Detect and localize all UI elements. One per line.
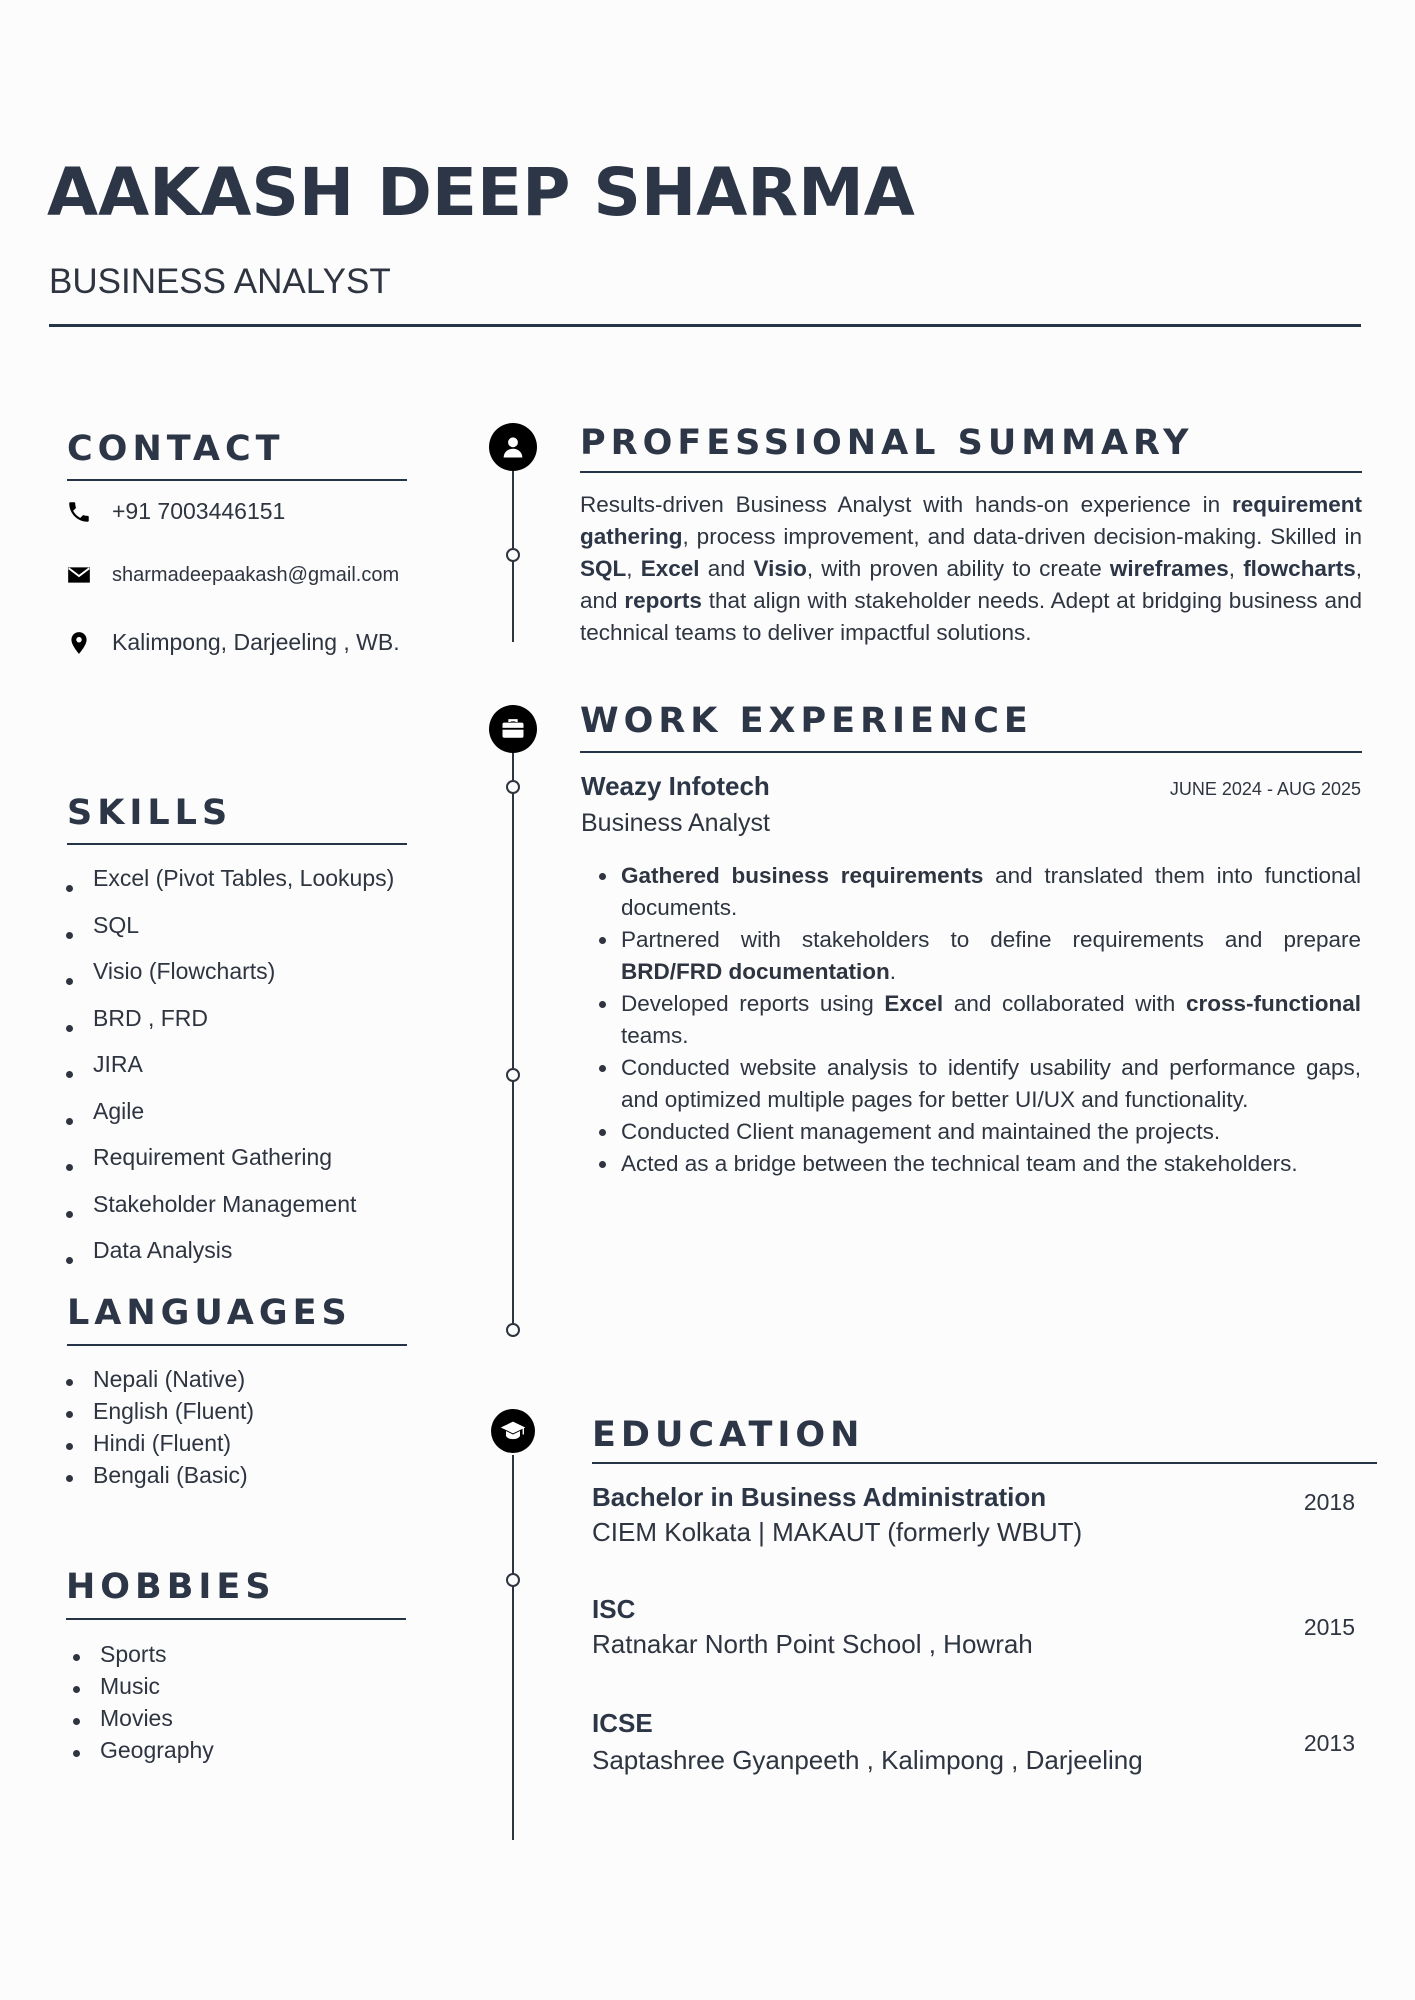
list-item: Bengali (Basic) bbox=[66, 1462, 254, 1494]
education-year: 2013 bbox=[1303, 1730, 1355, 1756]
experience-bullet: Acted as a bridge between the technical team and the stakeholders. bbox=[591, 1148, 1361, 1180]
timeline-line bbox=[512, 1455, 514, 1840]
envelope-icon bbox=[66, 562, 92, 588]
list-item: JIRA bbox=[66, 1051, 394, 1098]
languages-divider bbox=[67, 1344, 407, 1346]
experience-bullet: Partnered with stakeholders to define requirements and prepare BRD/FRD documentation. bbox=[591, 924, 1361, 988]
timeline-node bbox=[506, 1068, 520, 1082]
experience-divider bbox=[580, 751, 1362, 753]
location-text: Kalimpong, Darjeeling , WB. bbox=[112, 629, 400, 655]
list-item: Sports bbox=[73, 1641, 214, 1673]
education-degree: ICSE bbox=[592, 1708, 653, 1738]
contact-heading: CONTACT bbox=[67, 429, 285, 469]
education-degree: ISC bbox=[592, 1594, 636, 1624]
list-item: SQL bbox=[66, 912, 394, 959]
experience-bullets bbox=[591, 860, 1361, 1180]
languages-list bbox=[66, 1366, 254, 1494]
languages-heading: LANGUAGES bbox=[67, 1293, 352, 1333]
phone-number: +91 7003446151 bbox=[112, 498, 286, 524]
job-role: Business Analyst bbox=[581, 809, 770, 837]
employment-dates: JUNE 2024 - AUG 2025 bbox=[1169, 779, 1361, 799]
resume-name: AAKASH DEEP SHARMA bbox=[47, 154, 915, 231]
contact-phone[interactable] bbox=[66, 498, 285, 525]
hobbies-divider bbox=[66, 1618, 406, 1620]
contact-email[interactable] bbox=[66, 562, 399, 588]
map-pin-icon bbox=[66, 630, 92, 656]
skills-heading: SKILLS bbox=[67, 793, 233, 833]
list-item: Movies bbox=[73, 1705, 214, 1737]
list-item: Music bbox=[73, 1673, 214, 1705]
experience-bullet: Conducted website analysis to identify usability and performance gaps, and optimized multiple pages for better UI/UX and functionality. bbox=[591, 1052, 1361, 1116]
graduation-cap-icon bbox=[499, 1417, 527, 1445]
phone-icon bbox=[66, 499, 92, 525]
header-divider bbox=[49, 324, 1361, 327]
education-school: CIEM Kolkata | MAKAUT (formerly WBUT) bbox=[592, 1517, 1083, 1547]
education-year: 2015 bbox=[1303, 1614, 1355, 1640]
experience-heading: WORK EXPERIENCE bbox=[580, 701, 1033, 741]
company-name: Weazy Infotech bbox=[581, 771, 770, 801]
list-item: Geography bbox=[73, 1737, 214, 1769]
timeline-node bbox=[506, 1573, 520, 1587]
education-school: Ratnakar North Point School , Howrah bbox=[592, 1629, 1033, 1659]
job-title: BUSINESS ANALYST bbox=[49, 262, 391, 301]
contact-location bbox=[66, 629, 400, 656]
timeline-node bbox=[506, 780, 520, 794]
experience-node bbox=[489, 705, 537, 753]
timeline-node bbox=[506, 548, 520, 562]
list-item: Data Analysis bbox=[66, 1237, 394, 1284]
education-year: 2018 bbox=[1303, 1489, 1355, 1515]
education-degree: Bachelor in Business Administration bbox=[592, 1482, 1047, 1512]
education-divider bbox=[592, 1462, 1377, 1464]
skills-divider bbox=[67, 843, 407, 845]
list-item: Agile bbox=[66, 1098, 394, 1145]
list-item: Stakeholder Management bbox=[66, 1191, 394, 1238]
user-icon bbox=[499, 433, 527, 461]
list-item: Hindi (Fluent) bbox=[66, 1430, 254, 1462]
list-item: Requirement Gathering bbox=[66, 1144, 394, 1191]
hobbies-heading: HOBBIES bbox=[66, 1567, 276, 1607]
list-item: BRD , FRD bbox=[66, 1005, 394, 1052]
email-address: sharmadeepaakash@gmail.com bbox=[112, 563, 400, 586]
contact-divider bbox=[67, 479, 407, 481]
education-school: Saptashree Gyanpeeth , Kalimpong , Darjeeling bbox=[592, 1745, 1143, 1775]
summary-paragraph: Results-driven Business Analyst with hands-on experience in requirement gathering, process improvement, and data-driven decision-making. Skilled in SQL, Excel and Visio, with proven ability to create wireframes, flowcharts, and reports that align with stakeholder needs. Adept at bridging business and technical teams to deliver impactful solutions. bbox=[580, 492, 1362, 645]
list-item: Excel (Pivot Tables, Lookups) bbox=[66, 865, 394, 912]
education-heading: EDUCATION bbox=[592, 1415, 865, 1455]
briefcase-icon bbox=[499, 715, 527, 743]
timeline-node bbox=[506, 1323, 520, 1337]
experience-bullet: Gathered business requirements and translated them into functional documents. bbox=[591, 860, 1361, 924]
timeline-line bbox=[512, 752, 514, 1327]
skills-list bbox=[66, 865, 394, 1284]
summary-divider bbox=[580, 471, 1362, 473]
hobbies-list bbox=[73, 1641, 214, 1769]
education-node bbox=[491, 1409, 535, 1453]
experience-bullet: Conducted Client management and maintained the projects. bbox=[591, 1116, 1361, 1148]
list-item: Visio (Flowcharts) bbox=[66, 958, 394, 1005]
summary-node bbox=[489, 423, 537, 471]
summary-heading: PROFESSIONAL SUMMARY bbox=[580, 423, 1194, 463]
experience-bullet: Developed reports using Excel and collaborated with cross-functional teams. bbox=[591, 988, 1361, 1052]
list-item: English (Fluent) bbox=[66, 1398, 254, 1430]
list-item: Nepali (Native) bbox=[66, 1366, 254, 1398]
